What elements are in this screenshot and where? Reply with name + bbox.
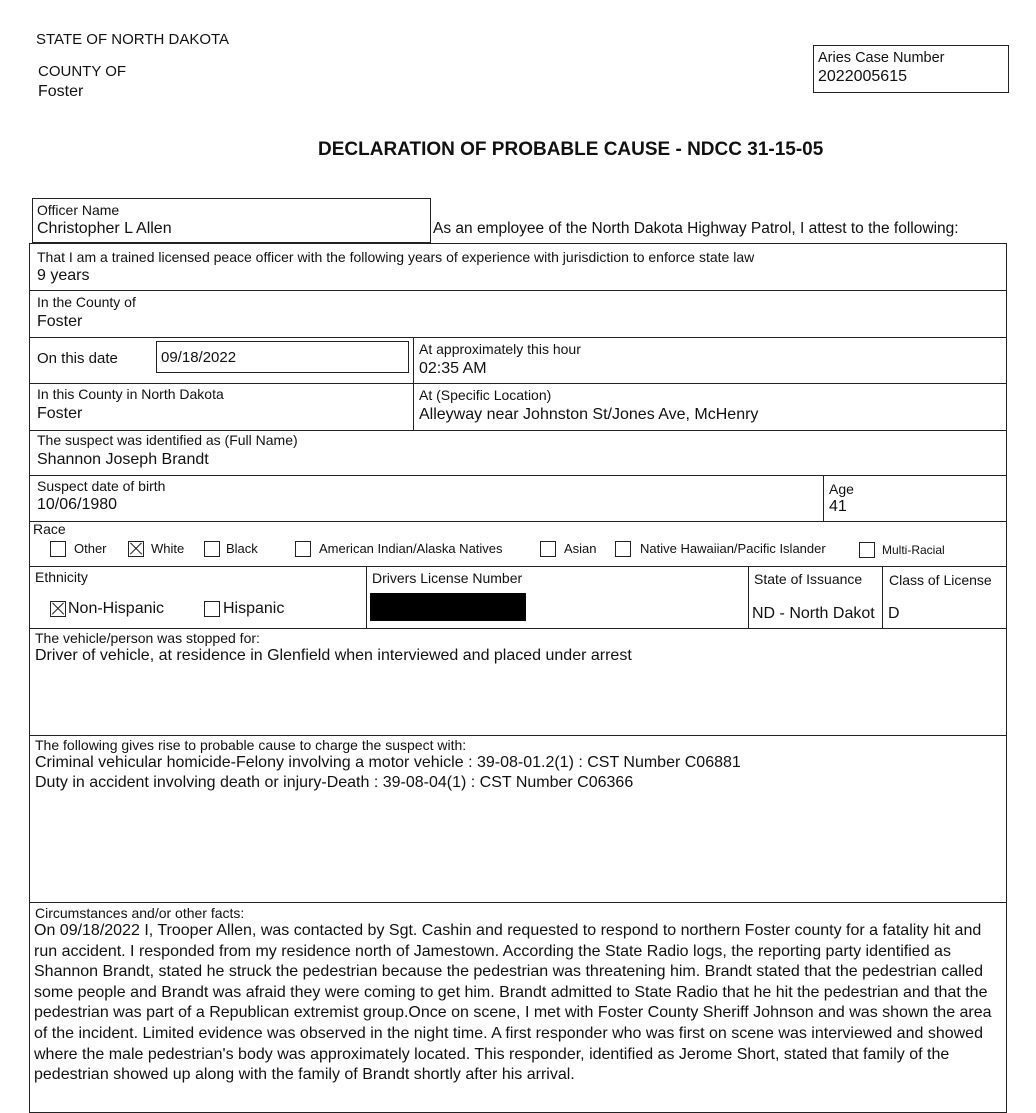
date-label: On this date bbox=[37, 350, 118, 367]
stopped-for-value: Driver of vehicle, at residence in Glenfield when interviewed and placed under arrest bbox=[35, 647, 632, 664]
date-box bbox=[156, 341, 409, 373]
race-checkbox-white[interactable] bbox=[128, 541, 144, 557]
officer-name-label: Officer Name bbox=[37, 202, 120, 218]
state-heading: STATE OF NORTH DAKOTA bbox=[36, 31, 230, 48]
ethnicity-label-non-hispanic: Non-Hispanic bbox=[68, 600, 165, 617]
race-label-other: Other bbox=[74, 541, 107, 556]
race-label-white: White bbox=[151, 541, 185, 556]
state-of-issuance-value: ND - North Dakot bbox=[752, 605, 875, 622]
hour-value: 02:35 AM bbox=[419, 360, 487, 377]
race-label-black: Black bbox=[226, 541, 258, 556]
experience-label: That I am a trained licensed peace officer with the following years of experience with jurisdiction to enforce state law bbox=[37, 249, 755, 265]
document-title: DECLARATION OF PROBABLE CAUSE - NDCC 31-15-05 bbox=[318, 139, 824, 160]
case-number-value: 2022005615 bbox=[818, 68, 907, 85]
dob-value: 10/06/1980 bbox=[37, 496, 118, 513]
race-checkbox-other[interactable] bbox=[50, 541, 66, 557]
case-number-label: Aries Case Number bbox=[818, 50, 945, 66]
hour-label: At approximately this hour bbox=[419, 341, 581, 357]
race-checkbox-multi-racial[interactable] bbox=[859, 542, 875, 558]
ethnicity-checkbox-non-hispanic[interactable] bbox=[50, 601, 66, 617]
attestation-text: As an employee of the North Dakota Highway Patrol, I attest to the following: bbox=[433, 220, 959, 237]
officer-name-value: Christopher L Allen bbox=[37, 220, 172, 237]
date-value: 09/18/2022 bbox=[161, 349, 237, 366]
stopped-for-label: The vehicle/person was stopped for: bbox=[35, 630, 260, 646]
race-checkbox-american-indian[interactable] bbox=[295, 541, 311, 557]
specific-location-label: At (Specific Location) bbox=[419, 387, 552, 403]
race-label-native-hawaiian: Native Hawaiian/Pacific Islander bbox=[640, 541, 826, 556]
case-number-box bbox=[813, 45, 1009, 93]
location-county-value: Foster bbox=[37, 405, 83, 422]
charges-label: The following gives rise to probable cause to charge the suspect with: bbox=[35, 737, 467, 753]
race-label-asian: Asian bbox=[564, 541, 597, 556]
suspect-name-label: The suspect was identified as (Full Name) bbox=[37, 432, 298, 448]
county-of-label: In the County of bbox=[37, 294, 136, 310]
dob-label: Suspect date of birth bbox=[37, 478, 166, 494]
license-number-label: Drivers License Number bbox=[372, 570, 523, 586]
license-class-label: Class of License bbox=[889, 572, 992, 588]
race-checkbox-black[interactable] bbox=[204, 541, 220, 557]
race-label-multi-racial: Multi-Racial bbox=[882, 543, 945, 557]
race-checkbox-native-hawaiian[interactable] bbox=[615, 541, 631, 557]
location-county-label: In this County in North Dakota bbox=[37, 386, 224, 402]
officer-name-box bbox=[32, 198, 431, 243]
charge-line-1: Criminal vehicular homicide-Felony involving a motor vehicle : 39-08-01.2(1) : CST Number C06881 bbox=[35, 754, 741, 771]
race-checkbox-asian[interactable] bbox=[540, 541, 556, 557]
race-label: Race bbox=[33, 521, 66, 537]
county-of-value: Foster bbox=[37, 313, 83, 330]
experience-value: 9 years bbox=[37, 267, 90, 284]
circumstances-label: Circumstances and/or other facts: bbox=[35, 905, 245, 921]
age-label: Age bbox=[829, 481, 854, 497]
suspect-name-value: Shannon Joseph Brandt bbox=[37, 451, 209, 468]
charge-line-2: Duty in accident involving death or injury-Death : 39-08-04(1) : CST Number C06366 bbox=[35, 774, 634, 791]
county-heading-value: Foster bbox=[38, 83, 84, 100]
state-of-issuance-label: State of Issuance bbox=[754, 571, 863, 587]
county-heading-label: COUNTY OF bbox=[38, 63, 127, 80]
ethnicity-label: Ethnicity bbox=[35, 569, 88, 585]
specific-location-value: Alleyway near Johnston St/Jones Ave, McHenry bbox=[419, 406, 759, 423]
race-label-american-indian: American Indian/Alaska Natives bbox=[319, 541, 503, 556]
age-value: 41 bbox=[829, 498, 847, 515]
license-class-value: D bbox=[888, 605, 900, 622]
circumstances-text: On 09/18/2022 I, Trooper Allen, was contacted by Sgt. Cashin and requested to respond to northern Foster county for a fatality hit and run accident. I responded from my residence north of Jamestown. According the State Radio logs, the reporting party identified as Shannon Brandt, stated he struck the pedestrian because the pedestrian was threatening him. Brandt stated that the pedestrian called some people and Brandt was afraid they were coming to get him. Brandt admitted to State Radio that he hit the pedestrian and that the pedestrian was part of a Republican extremist group.Once on scene, I met with Foster County Sheriff Johnson and was shown the area of the incident. Limited evidence was observed in the night time. A first responder who was first on scene was interviewed and showed where the male pedestrian's body was approximately located. This responder, identified as Jerome Short, stated that family of the pedestrian showed up along with the family of Brandt shortly after his arrival. bbox=[34, 922, 992, 1084]
license-number-redaction bbox=[370, 593, 526, 621]
ethnicity-label-hispanic: Hispanic bbox=[223, 600, 285, 617]
ethnicity-checkbox-hispanic[interactable] bbox=[204, 601, 220, 617]
